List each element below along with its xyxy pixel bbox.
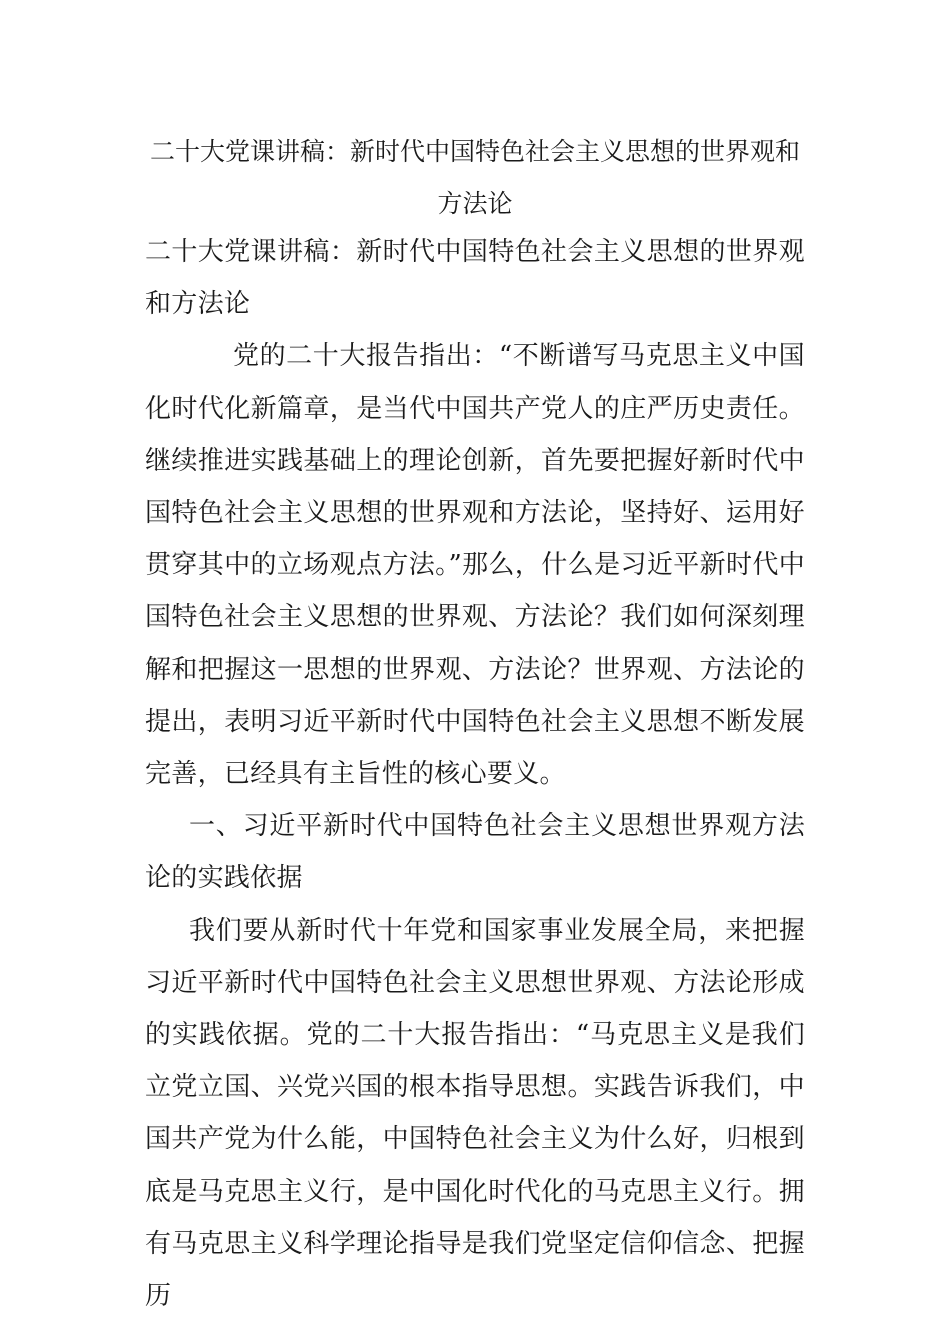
document-title: 二十大党课讲稿：新时代中国特色社会主义思想的世界观和方法论 — [149, 137, 800, 218]
document-body — [145, 226, 805, 1322]
paragraph-intro: 党的二十大报告指出：“不断谱写马克思主义中国化时代化新篇章，是当代中国共产党人的庄严历史责任。继续推进实践基础上的理论创新，首先要把握好新时代中国特色社会主义思想的世界观和方法论，坚持好、运用好贯穿其中的立场观点方法。”那么，什么是习近平新时代中国特色社会主义思想的世界观、方法论？我们如何深刻理解和把握这一思想的世界观、方法论？世界观、方法论的提出，表明习近平新时代中国特色社会主义思想不断发展完善，已经具有主旨性的核心要义。 — [145, 341, 805, 790]
document-subtitle: 二十大党课讲稿：新时代中国特色社会主义思想的世界观和方法论 — [145, 237, 805, 320]
section-heading: 一、习近平新时代中国特色社会主义思想世界观方法论的实践依据 — [145, 811, 805, 894]
paragraph-section-1: 我们要从新时代十年党和国家事业发展全局，来把握习近平新时代中国特色社会主义思想世界观、方法论形成的实践依据。党的二十大报告指出：“马克思主义是我们立党立国、兴党兴国的根本指导思想。实践告诉我们，中国共产党为什么能，中国特色社会主义为什么好，归根到底是马克思主义行，是中国化时代化的马克思主义行。拥有马克思主义科学理论指导是我们党坚定信仰信念、把握历 — [145, 915, 805, 1312]
